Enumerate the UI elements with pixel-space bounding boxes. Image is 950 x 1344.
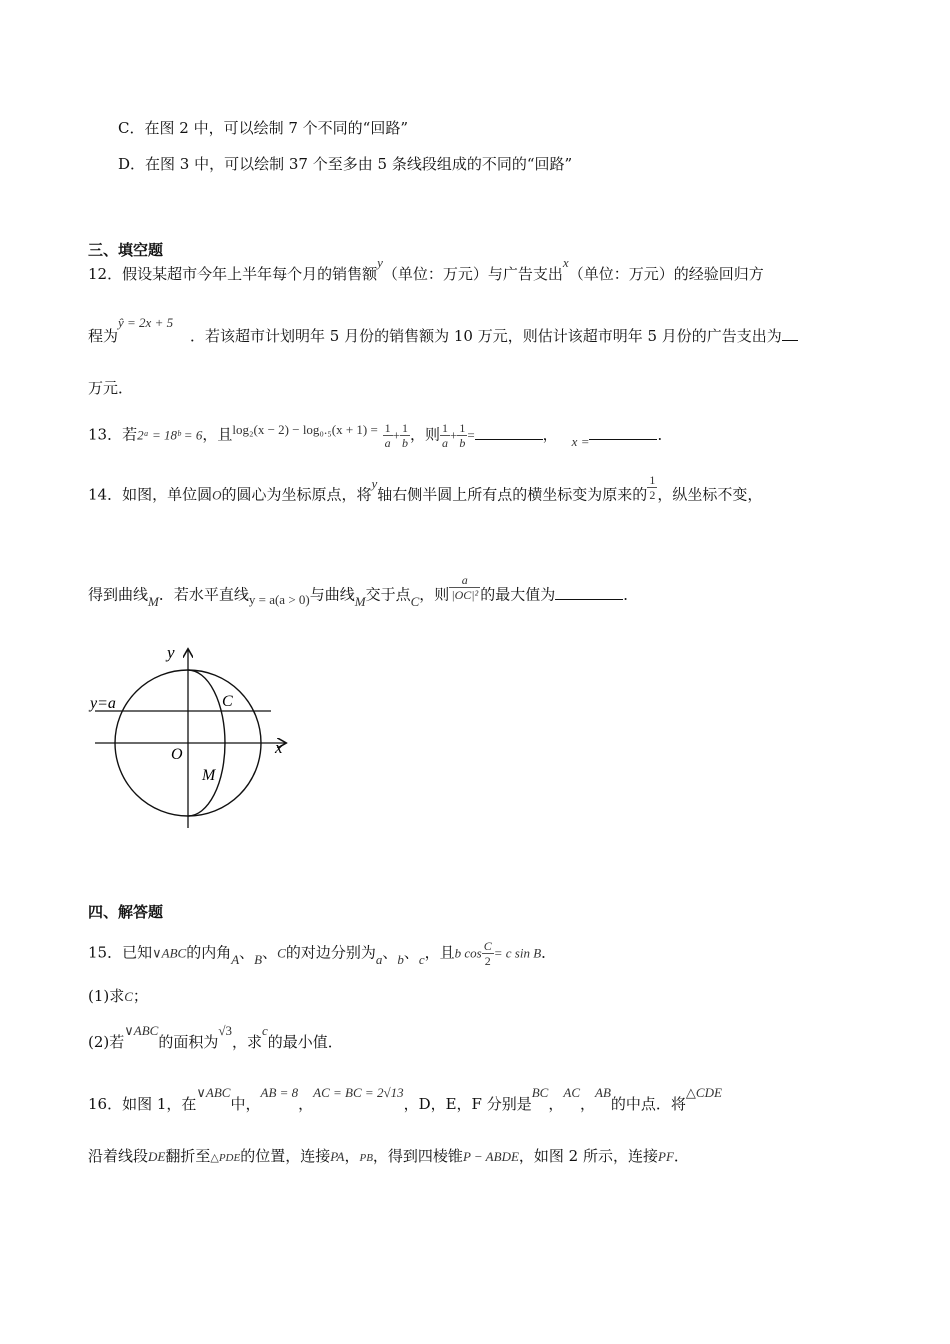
q15-var-B: B: [254, 951, 263, 967]
q15-number: 15．: [88, 943, 123, 962]
fig-c-label: C: [222, 693, 233, 710]
q15-part-2-text: 的面积为: [158, 1033, 219, 1051]
q16-text-10: ．: [673, 1147, 689, 1165]
q16-comma: ，: [548, 1095, 564, 1113]
q16-comma: ，: [580, 1095, 596, 1113]
q12-equation: ŷ = 2x + 5: [118, 315, 174, 330]
q15-frac-c2: [482, 939, 494, 968]
q12-text-3: （单位：万元）的经验回归方: [568, 265, 764, 283]
q13-frac-1b: [400, 421, 410, 450]
q12-line-1: [88, 255, 764, 286]
fig-x-label: x: [275, 738, 283, 757]
q15-sep: 、: [239, 943, 255, 962]
q12-text-2: （单位：万元）与广告支出: [382, 265, 563, 283]
q13-answer-blank-2[interactable]: [589, 425, 657, 440]
q15-part-2-text-2: ，求: [231, 1033, 262, 1051]
fig-m-label: M: [202, 767, 216, 784]
q15-sqrt3: √3: [218, 1023, 232, 1038]
q15-var-b: b: [397, 951, 404, 967]
q16-eq-2: AC = BC = 2√13: [313, 1085, 404, 1100]
q14-line-1: [88, 473, 763, 510]
q13-plus: +: [449, 427, 458, 443]
option-d-label: D．: [118, 155, 146, 173]
q14-text-3: 轴右侧半圆上所有点的横坐标变为原来的: [377, 485, 648, 504]
q15-frac-num: C: [483, 939, 492, 953]
q12-line-2: [88, 315, 798, 348]
q16-text-8: ，得到四棱锥: [372, 1147, 463, 1165]
q14-frac-a-oc: [449, 573, 480, 602]
q15-var-a: a: [375, 951, 383, 967]
q15-part-2-text-3: 的最小值．: [267, 1033, 343, 1051]
q15-frac-den: 2: [484, 954, 491, 968]
q16-text-5: 沿着线段: [88, 1147, 149, 1165]
q13-text-1: 若: [122, 425, 138, 444]
q15-part-2-triangle: ∨ABC: [124, 1023, 159, 1038]
fig-o-label: O: [171, 746, 183, 763]
q13-eq-4: x =: [571, 433, 590, 449]
q13-frac-den: b: [459, 436, 466, 450]
q16-comma: ，: [298, 1095, 314, 1113]
q13-equals: =: [467, 427, 475, 443]
q12-var-x: x: [562, 255, 569, 270]
q14-half-num: 1: [649, 473, 656, 487]
q14-var-C: C: [410, 593, 420, 609]
q13-text-4: ，: [542, 425, 558, 444]
q15-part-2-var-c: c: [262, 1023, 268, 1038]
q15-text-3: 的对边分别为: [285, 943, 376, 962]
q13-text-2: ，且: [202, 425, 233, 444]
q14-text-2: 的圆心为坐标原点，将: [221, 485, 372, 504]
q15-line-1: [88, 939, 556, 968]
q13-frac-den: b: [401, 436, 408, 450]
q16-line-2: [88, 1145, 689, 1169]
section-3-heading: 三、填空题: [88, 241, 164, 259]
q13-frac-num: 1: [401, 421, 408, 435]
q12-text-4: 程为: [88, 327, 119, 345]
q13-frac-den: a: [384, 436, 391, 450]
fig-ya-label: y=a: [90, 695, 116, 712]
q15-var-c: c: [418, 951, 425, 967]
q15-part-2-label: (2)若: [88, 1033, 125, 1051]
q14-frac-num: a: [449, 573, 480, 588]
q16-text-6: 翻折至: [165, 1147, 211, 1165]
q14-text-9: ，则: [419, 585, 450, 604]
q15-var-C: C: [277, 945, 286, 961]
q14-line-2: [88, 573, 639, 610]
q13-frac-num: 1: [384, 421, 391, 435]
q13-frac-2b: [457, 421, 467, 450]
q16-seg-BC: BC: [531, 1085, 549, 1100]
q15-part-1-end: ；: [132, 987, 148, 1005]
q16-text-9: ，如图 2 所示，连接: [518, 1147, 658, 1165]
q12-number: 12．: [88, 265, 123, 283]
q15-sep: 、: [382, 943, 398, 962]
fig-y-label: y: [167, 643, 175, 662]
q16-seg-AB: AB: [595, 1085, 611, 1100]
q16-seg-PB: PB: [359, 1152, 373, 1164]
q16-seg-PA: PA: [330, 1149, 345, 1164]
q15-triangle: ∨ABC: [152, 945, 187, 961]
q14-text-5: 得到曲线: [88, 585, 149, 604]
q14-text-7: 与曲线: [309, 585, 355, 604]
q14-var-M: M: [354, 593, 366, 609]
q13-line: [88, 421, 672, 450]
q15-sep: 、: [403, 943, 419, 962]
q15-text-1: 已知: [122, 943, 153, 962]
q13-eq-2: log₂(x − 2) − log₀.₅(x + 1) =: [232, 421, 378, 437]
q13-frac-2a: [440, 421, 450, 450]
q13-eq-1: 2ᵃ = 18ᵇ = 6: [137, 427, 203, 443]
q13-plus: +: [392, 427, 400, 443]
q16-comma: ，: [344, 1147, 360, 1165]
q15-part-2: [88, 1023, 343, 1054]
q16-text-7: 的位置，连接: [240, 1147, 331, 1165]
q13-frac-den: a: [441, 436, 448, 450]
q15-text-5: ．: [541, 943, 557, 962]
q16-text-1: 如图 1，在: [122, 1095, 197, 1113]
q14-frac-half: [647, 473, 657, 502]
q14-var-y: y: [371, 475, 378, 491]
q13-frac-num: 1: [459, 421, 466, 435]
q14-eq-1: y = a(a > 0): [248, 591, 310, 607]
q12-text-5: ．若该超市计划明年 5 月份的销售额为 10 万元，则估计该超市明年 5 月份的广告支出为: [190, 327, 782, 345]
q14-text-10: 的最大值为: [480, 585, 556, 604]
q16-text-2: 中，: [230, 1095, 261, 1113]
q15-part-1-var: C: [124, 989, 133, 1004]
q15-text-4: ，且: [424, 943, 455, 962]
q15-text-2: 的内角: [186, 943, 232, 962]
q14-number: 14．: [88, 485, 123, 504]
q16-seg-AC: AC: [563, 1085, 580, 1100]
q16-seg-PF: PF: [658, 1149, 674, 1164]
q14-frac-den: |OC|²: [451, 588, 479, 602]
unit-circle-figure: [85, 640, 300, 835]
q16-text-4: 的中点．将: [610, 1095, 686, 1113]
q15-eq-right: = c sin B: [493, 945, 542, 961]
q15-sep: 、: [262, 943, 278, 962]
q15-part-1-label: (1)求: [88, 987, 125, 1005]
q14-text-11: ．: [623, 585, 639, 604]
option-d: [118, 153, 572, 175]
q13-frac-1a: [383, 421, 393, 450]
q16-number: 16．: [88, 1095, 123, 1113]
q15-var-A: A: [231, 951, 240, 967]
q13-frac-num: 1: [441, 421, 448, 435]
q16-tri-pde: △PDE: [210, 1152, 241, 1164]
option-c-text: 在图 2 中，可以绘制 7 个不同的“回路”: [144, 119, 408, 137]
q16-tri-cde: △CDE: [685, 1085, 722, 1100]
q14-text-6: ．若水平直线: [158, 585, 249, 604]
section-4-heading: 四、解答题: [88, 903, 164, 921]
option-c: [118, 117, 408, 139]
q14-var-O: O: [212, 487, 222, 503]
q16-pyramid: P − ABDE: [462, 1149, 519, 1164]
q13-text-3: ，则: [409, 425, 440, 444]
q14-text-8: 交于点: [365, 585, 411, 604]
q12-answer-blank[interactable]: [782, 326, 798, 341]
q15-eq-left: b cos: [454, 945, 482, 961]
q15-part-1: [88, 985, 148, 1008]
q12-var-y: y: [377, 255, 383, 270]
q14-answer-blank[interactable]: [555, 585, 623, 600]
q14-half-den: 2: [649, 488, 656, 502]
q16-seg-DE: DE: [148, 1149, 166, 1164]
q14-var-M: M: [148, 593, 159, 609]
q13-answer-blank-1[interactable]: [475, 425, 543, 440]
option-c-label: C．: [118, 119, 145, 137]
q14-text-4: ，纵坐标不变，: [657, 485, 763, 504]
option-d-text: 在图 3 中，可以绘制 37 个至多由 5 条线段组成的不同的“回路”: [145, 155, 573, 173]
q16-text-3: ，D，E，F 分别是: [403, 1095, 532, 1113]
q12-text-1: 假设某超市今年上半年每个月的销售额: [122, 265, 378, 283]
q12-line-3: 万元．: [88, 379, 134, 397]
q16-triangle: ∨ABC: [196, 1085, 231, 1100]
q13-text-5: ．: [657, 425, 673, 444]
q13-number: 13．: [88, 425, 123, 444]
q16-eq-1: AB = 8: [260, 1085, 299, 1100]
q14-text-1: 如图，单位圆: [122, 485, 213, 504]
q16-line-1: [88, 1085, 722, 1116]
